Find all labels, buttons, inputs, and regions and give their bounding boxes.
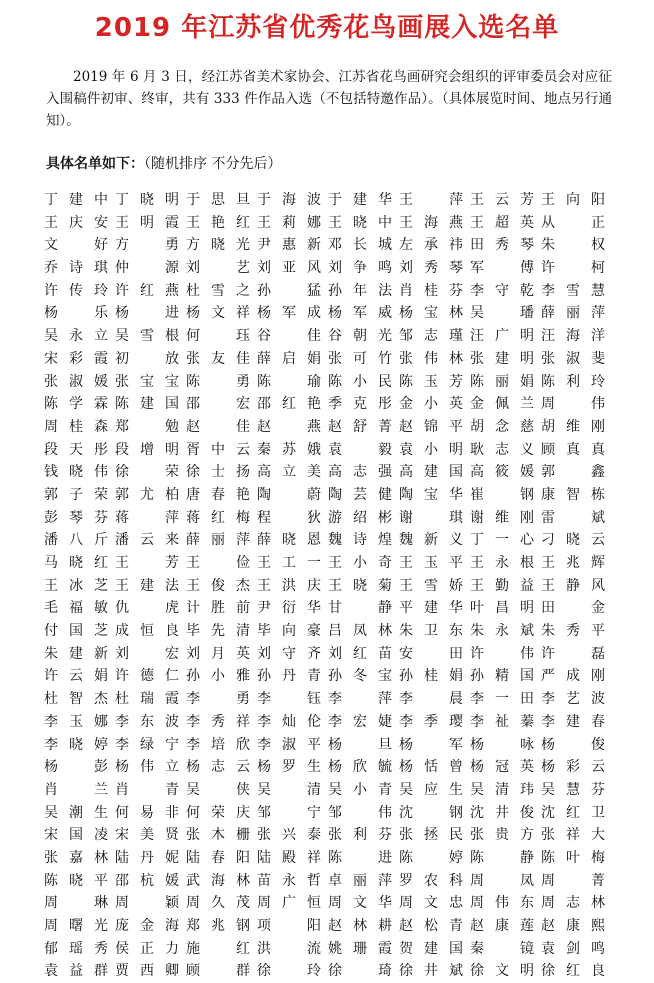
name-entry: 崔钢 xyxy=(470,486,534,503)
name-entry: 李晨 xyxy=(399,691,463,708)
name-entry: 张建明 xyxy=(470,350,534,367)
name-entry: 王萍 xyxy=(399,192,463,208)
name-entry: 陶蔚 xyxy=(257,486,321,503)
name-entry: 赵舒菁 xyxy=(328,418,392,435)
name-entry: 张淑斐 xyxy=(541,350,605,367)
name-entry: 秦镜 xyxy=(470,940,534,957)
name-entry: 王云芳 xyxy=(470,192,534,208)
name-entry: 李祉蓁 xyxy=(470,713,534,730)
name-entry: 张木栅 xyxy=(186,827,250,844)
name-entry: 张祥大 xyxy=(541,827,605,844)
name-entry: 毛福敏 xyxy=(44,600,108,617)
name-entry: 宋彩霞 xyxy=(44,350,108,367)
name-entry: 徐荣 xyxy=(115,464,179,481)
name-entry: 沈红卫 xyxy=(541,804,605,821)
name-entry: 安田 xyxy=(399,645,463,662)
name-entry: 周文忠 xyxy=(399,895,463,912)
name-entry: 蒋红梅 xyxy=(186,509,250,526)
name-entry: 杨恬曾 xyxy=(399,759,463,776)
name-entry: 罗农科 xyxy=(399,872,463,889)
name-entry: 李艺波 xyxy=(541,691,605,708)
name-entry: 武海林 xyxy=(186,872,250,889)
name-entry: 杜智杰 xyxy=(44,691,108,708)
name-entry: 郑兆钢 xyxy=(186,918,250,934)
name-entry: 严成刚 xyxy=(541,668,605,685)
name-entry: 杨志云 xyxy=(186,759,250,776)
name-entry: 周伟 xyxy=(541,396,605,413)
name-entry: 张可竹 xyxy=(328,350,392,367)
name-entry: 钱晓伟 xyxy=(44,464,108,481)
name-entry: 陈叶梅 xyxy=(541,849,605,866)
name-entry: 王晓中 xyxy=(328,214,392,231)
name-entry: 王艳红 xyxy=(186,214,250,231)
name-entry: 侯正力 xyxy=(115,940,179,957)
name-entry: 杨军 xyxy=(399,736,463,753)
name-entry: 徐士扬 xyxy=(186,464,250,481)
name-entry: 吴小青 xyxy=(328,781,392,798)
name-entry: 王工一 xyxy=(257,555,321,571)
name-entry: 杨宝林 xyxy=(399,305,463,322)
name-entry: 邵杭媛 xyxy=(115,872,179,889)
name-entry: 王芳 xyxy=(115,555,179,571)
name-entry: 顾群 xyxy=(186,963,250,980)
name-entry: 陈小民 xyxy=(328,373,392,390)
name-entry: 乔诗琪 xyxy=(44,260,108,277)
list-header-label: 具体名单如下： xyxy=(46,156,144,172)
name-entry: 杨军威 xyxy=(328,305,392,322)
list-header-note: （随机排序 不分先后） xyxy=(144,156,282,172)
intro-paragraph: 2019 年 6 月 3 日，经江苏省美术家协会、江苏省花鸟画研究会组织的评审委员会对应征入围稿件初审、终审，共有 333 件作品入选（不包括特邀作品）。（具体展览时间、地点另行通知）。 xyxy=(46,69,612,129)
name-entry: 尹惠新 xyxy=(257,237,321,254)
name-entry: 李季璎 xyxy=(399,713,463,730)
name-entry: 季克彤 xyxy=(328,396,392,413)
name-entry: 李建春 xyxy=(541,713,605,730)
name-entry: 张拯民 xyxy=(399,827,463,844)
name-entry: 高志强 xyxy=(328,464,392,481)
name-entry: 顾真真 xyxy=(541,441,605,458)
name-entry: 李晓婷 xyxy=(44,736,108,753)
name-entry: 陈进 xyxy=(328,849,392,866)
name-entry: 杨旦 xyxy=(328,736,392,753)
name-entry: 计胜前 xyxy=(186,600,250,617)
name-entry: 谢维刚 xyxy=(470,509,534,526)
name-entry: 徐文明 xyxy=(470,963,534,980)
name-entry: 王洪庆 xyxy=(257,577,321,594)
name-entry: 王玉平 xyxy=(399,555,463,571)
name-entry: 刘亚风 xyxy=(257,260,321,277)
name-entry: 杨欣毓 xyxy=(328,759,392,776)
name-entry: 王建法 xyxy=(115,577,179,594)
name-entry: 周颖 xyxy=(115,895,179,912)
name-entry: 刘争鸣 xyxy=(328,260,392,277)
name-entry: 胥中云 xyxy=(186,441,250,458)
name-entry: 薛丽萍 xyxy=(541,305,605,322)
name-entry: 吴应生 xyxy=(399,781,463,798)
name-entry: 杨乐 xyxy=(44,305,108,322)
name-entry: 王晓菊 xyxy=(328,577,392,594)
name-entry: 杨彩云 xyxy=(541,759,605,776)
name-entry: 邓长城 xyxy=(328,237,392,254)
name-entry: 贾西卿 xyxy=(115,963,179,980)
name-entry: 李灿伦 xyxy=(257,713,321,730)
name-entry: 段增明 xyxy=(115,441,179,458)
name-entry: 邹宁 xyxy=(257,804,321,821)
name-entry: 赵锦平 xyxy=(399,418,463,435)
name-entry: 朱建新 xyxy=(44,645,108,662)
name-entry: 张贵方 xyxy=(470,827,534,844)
name-entry: 付国芝 xyxy=(44,623,108,640)
name-entry: 从正 xyxy=(541,214,605,231)
name-entry: 潘八斤 xyxy=(44,532,108,549)
name-entry: 洪流 xyxy=(257,940,321,957)
name-entry: 施红 xyxy=(186,940,250,957)
name-entry: 赵康莲 xyxy=(470,918,534,934)
name-entry: 杨伟立 xyxy=(115,759,179,776)
name-entry: 李培欣 xyxy=(186,736,250,753)
name-entry: 汪海洋 xyxy=(541,328,605,345)
name-entry: 吴雪根 xyxy=(115,328,179,345)
name-entry: 高立美 xyxy=(257,464,321,481)
name-entry: 杨文祥 xyxy=(186,305,250,322)
name-entry: 王永根 xyxy=(470,555,534,571)
name-entry: 杨咏 xyxy=(470,736,534,753)
name-entry: 许云娟 xyxy=(44,668,108,685)
name-entry: 李萍 xyxy=(328,691,392,708)
name-entry: 徐玲 xyxy=(257,963,321,980)
name-entry: 孙精国 xyxy=(470,668,534,685)
name-entry: 赵燕 xyxy=(257,418,321,435)
name-entry: 陶宝华 xyxy=(399,486,463,503)
name-entry: 刁晓云 xyxy=(541,532,605,549)
name-entry: 杨彭 xyxy=(44,759,108,776)
name-entry: 耿志义 xyxy=(470,441,534,458)
name-entry: 魏诗煌 xyxy=(328,532,392,549)
name-entry: 徐琦 xyxy=(328,963,392,980)
name-entry: 刘艺 xyxy=(186,260,250,277)
name-entry: 仇虎 xyxy=(115,600,179,617)
name-entry: 陆春阳 xyxy=(186,849,250,866)
name-entry: 初放 xyxy=(115,350,179,367)
name-entry: 杜瑞霞 xyxy=(115,691,179,708)
name-entry: 魏新义 xyxy=(399,532,463,549)
name-entry: 彭琴芬 xyxy=(44,509,108,526)
name-entry: 薛启娟 xyxy=(257,350,321,367)
name-entry: 沈井俊 xyxy=(470,804,534,821)
name-entry: 郭子荣 xyxy=(44,486,108,503)
name-entry: 陈建国 xyxy=(115,396,179,413)
name-entry: 李钰 xyxy=(257,691,321,708)
name-entry: 叶昌明 xyxy=(470,600,534,617)
name-entry: 于海波 xyxy=(257,192,321,208)
name-entry: 肖兰 xyxy=(44,781,108,798)
name-entry: 刘宏 xyxy=(115,645,179,662)
name-entry: 赵康熙 xyxy=(541,918,605,934)
name-entry: 军傅 xyxy=(470,260,534,277)
name-entry: 游绍彬 xyxy=(328,509,392,526)
name-entry: 吕凤林 xyxy=(328,623,392,640)
name-entry: 许柯 xyxy=(541,260,605,277)
name-entry: 孙冬宝 xyxy=(328,668,392,685)
name-entry: 仲源 xyxy=(115,260,179,277)
name-entry: 郭鑫 xyxy=(541,464,605,481)
name-entry: 康智栋 xyxy=(541,486,605,503)
name-entry: 郭尤柏 xyxy=(115,486,179,503)
name-entry: 吴璠 xyxy=(470,305,534,322)
name-entry: 徐井斌 xyxy=(399,963,463,980)
list-header xyxy=(46,153,612,175)
name-entry: 朱永斌 xyxy=(470,623,534,640)
name-entry: 马晓红 xyxy=(44,555,108,571)
name-entry: 陆殿祥 xyxy=(257,849,321,866)
name-entry: 何珏 xyxy=(186,328,250,345)
page-title: 2019 年江苏省优秀花鸟画展入选名单 xyxy=(94,13,560,43)
name-entry: 张兴泰 xyxy=(257,827,321,844)
name-entry: 吴永立 xyxy=(44,328,108,345)
name-entry: 李宏婕 xyxy=(328,713,392,730)
name-entry: 孙年法 xyxy=(328,282,392,299)
name-entry: 谢琪 xyxy=(399,509,463,526)
name-entry: 周曙光 xyxy=(44,918,108,934)
name-entry: 王庆安 xyxy=(44,214,108,231)
name-entry: 许传玲 xyxy=(44,282,108,299)
name-entry: 王小奇 xyxy=(328,555,392,571)
name-entry: 袁毅 xyxy=(328,441,392,458)
name-entry: 王静风 xyxy=(541,577,605,594)
name-entry: 吴慧芬 xyxy=(541,781,605,798)
name-entry: 高建国 xyxy=(399,464,463,481)
name-entry: 刘红苗 xyxy=(328,645,392,662)
name-entry: 许伟 xyxy=(470,645,534,662)
name-entry: 李淑平 xyxy=(257,736,321,753)
name-entry: 刘秀琴 xyxy=(399,260,463,277)
name-entry: 方勇 xyxy=(115,237,179,254)
name-entry: 周久茂 xyxy=(186,895,250,912)
name-entry: 徐红良 xyxy=(541,963,605,980)
name-entry: 薛晓恩 xyxy=(257,532,321,549)
name-entry: 成恒良 xyxy=(115,623,179,640)
name-entry: 邹伟 xyxy=(328,804,392,821)
name-entry: 陈婷 xyxy=(399,849,463,866)
name-entry: 陈利玲 xyxy=(541,373,605,390)
name-entry: 毕向豪 xyxy=(257,623,321,640)
name-list xyxy=(44,189,612,983)
name-entry: 田金 xyxy=(541,600,605,617)
name-entry: 王俊杰 xyxy=(186,577,250,594)
name-entry: 陈晓平 xyxy=(44,872,108,889)
name-entry: 张友佳 xyxy=(186,350,250,367)
name-entry: 丁建中 xyxy=(44,192,108,208)
name-entry: 杨进 xyxy=(115,305,179,322)
name-entry: 周菁 xyxy=(541,872,605,889)
name-entry: 李绿宁 xyxy=(115,736,179,753)
name-entry: 吴侠 xyxy=(186,781,250,798)
name-entry: 李一田 xyxy=(470,691,534,708)
name-entry: 王明霞 xyxy=(115,214,179,231)
name-entry: 丁晓明 xyxy=(115,192,179,208)
name-entry: 陆丹妮 xyxy=(115,849,179,866)
name-entry: 汪广明 xyxy=(470,328,534,345)
name-entry: 孙猛 xyxy=(257,282,321,299)
name-entry: 周文华 xyxy=(328,895,392,912)
name-entry: 李东波 xyxy=(115,713,179,730)
name-entry: 肖青 xyxy=(115,781,179,798)
name-entry: 段天彤 xyxy=(44,441,108,458)
name-entry: 杨罗生 xyxy=(257,759,321,776)
name-entry: 毕先清 xyxy=(186,623,250,640)
name-entry: 庞金海 xyxy=(115,918,179,934)
name-entry: 程狄 xyxy=(257,509,321,526)
name-entry: 唐春艳 xyxy=(186,486,250,503)
name-entry: 李玉娜 xyxy=(44,713,108,730)
name-entry: 张宝宝 xyxy=(115,373,179,390)
name-entry: 周桂森 xyxy=(44,418,108,435)
name-entry: 邹志瑾 xyxy=(399,328,463,345)
name-entry: 陈静 xyxy=(470,849,534,866)
name-entry: 沈钢 xyxy=(399,804,463,821)
name-entry: 刘守齐 xyxy=(257,645,321,662)
name-entry: 杨军成 xyxy=(257,305,321,322)
name-entry: 秦苏娥 xyxy=(257,441,321,458)
name-entry: 杨冠英 xyxy=(470,759,534,776)
name-entry: 项阳 xyxy=(257,918,321,934)
name-entry: 孙丹青 xyxy=(257,668,321,685)
name-entry: 赵佳 xyxy=(186,418,250,435)
name-entry: 平建华 xyxy=(399,600,463,617)
name-entry: 王向阳 xyxy=(541,192,605,208)
name-entry: 陈学霖 xyxy=(44,396,108,413)
name-entry: 高筱媛 xyxy=(470,464,534,481)
name-entry: 朱权 xyxy=(541,237,605,254)
name-entry: 孙小雅 xyxy=(186,668,250,685)
name-entry: 谷朝光 xyxy=(328,328,392,345)
name-entry: 王兆辉 xyxy=(541,555,605,571)
name-entry: 宋美贤 xyxy=(115,827,179,844)
name-entry: 丁一心 xyxy=(470,532,534,549)
name-entry: 王勤益 xyxy=(470,577,534,594)
name-entry: 许德仁 xyxy=(115,668,179,685)
name-entry: 吴清 xyxy=(257,781,321,798)
name-entry: 胡念慈 xyxy=(470,418,534,435)
name-entry: 方晓光 xyxy=(186,237,250,254)
name-entry: 陈勇 xyxy=(186,373,250,390)
name-entry: 潘云来 xyxy=(115,532,179,549)
name-entry: 李勇 xyxy=(186,691,250,708)
name-entry: 孙桂娟 xyxy=(399,668,463,685)
name-entry: 周广恒 xyxy=(257,895,321,912)
name-entry: 张伟林 xyxy=(399,350,463,367)
name-entry: 甘静 xyxy=(328,600,392,617)
name-entry: 金佩兰 xyxy=(470,396,534,413)
name-entry: 吴清玮 xyxy=(470,781,534,798)
name-entry: 袁小明 xyxy=(399,441,463,458)
name-entry: 王超英 xyxy=(470,214,534,231)
name-entry: 李守乾 xyxy=(470,282,534,299)
name-entry: 陈瑜 xyxy=(257,373,321,390)
name-entry: 赵林耕 xyxy=(328,918,392,934)
name-entry: 肖桂芬 xyxy=(399,282,463,299)
name-entry: 袁剑鸣 xyxy=(541,940,605,957)
name-entry: 宋国凌 xyxy=(44,827,108,844)
name-entry: 吴潮生 xyxy=(44,804,108,821)
name-entry: 王雪娇 xyxy=(399,577,463,594)
name-entry: 张利芬 xyxy=(328,827,392,844)
name-entry: 陶芸健 xyxy=(328,486,392,503)
name-entry: 许红燕 xyxy=(115,282,179,299)
name-entry: 蒋萍 xyxy=(115,509,179,526)
name-entry: 赵松青 xyxy=(399,918,463,934)
name-entry: 姚珊霞 xyxy=(328,940,392,957)
name-entry: 王莉娜 xyxy=(257,214,321,231)
name-entry: 杨俊 xyxy=(541,736,605,753)
name-entry: 田秀琴 xyxy=(470,237,534,254)
name-entry: 周伟东 xyxy=(470,895,534,912)
name-entry: 于思旦 xyxy=(186,192,250,208)
name-entry: 邵红艳 xyxy=(257,396,321,413)
name-entry: 胡维刚 xyxy=(541,418,605,435)
name-entry: 朱秀平 xyxy=(541,623,605,640)
name-entry: 雷斌 xyxy=(541,509,605,526)
name-entry: 薛丽萍 xyxy=(186,532,250,549)
name-entry: 朱卫东 xyxy=(399,623,463,640)
name-entry: 李雪慧 xyxy=(541,282,605,299)
name-entry: 王海燕 xyxy=(399,214,463,231)
name-entry: 苗永哲 xyxy=(257,872,321,889)
name-entry: 王冰芝 xyxy=(44,577,108,594)
name-entry: 何易非 xyxy=(115,804,179,821)
name-entry: 陈丽娟 xyxy=(470,373,534,390)
name-entry: 尹衍华 xyxy=(257,600,321,617)
name-entry: 王俭 xyxy=(186,555,250,571)
name-entry: 周凤 xyxy=(470,872,534,889)
name-entry: 卓丽萍 xyxy=(328,872,392,889)
name-entry: 于建华 xyxy=(328,192,392,208)
name-entry: 贺建国 xyxy=(399,940,463,957)
name-entry: 周琳 xyxy=(44,895,108,912)
name-entry: 左承祎 xyxy=(399,237,463,254)
name-entry: 何荣庆 xyxy=(186,804,250,821)
name-entry: 周志林 xyxy=(541,895,605,912)
name-entry: 许磊 xyxy=(541,645,605,662)
name-entry: 袁益群 xyxy=(44,963,108,980)
name-entry: 郑勉 xyxy=(115,418,179,435)
name-entry: 邵宏 xyxy=(186,396,250,413)
name-entry: 刘月英 xyxy=(186,645,250,662)
name-entry: 陈玉芳 xyxy=(399,373,463,390)
name-entry: 张淑媛 xyxy=(44,373,108,390)
name-entry: 李秀祥 xyxy=(186,713,250,730)
name-entry: 张嘉林 xyxy=(44,849,108,866)
name-entry: 谷佳 xyxy=(257,328,321,345)
name-entry: 金小英 xyxy=(399,396,463,413)
name-entry: 郁瑶秀 xyxy=(44,940,108,957)
name-entry: 文好 xyxy=(44,237,108,254)
name-entry: 杜雪之 xyxy=(186,282,250,299)
